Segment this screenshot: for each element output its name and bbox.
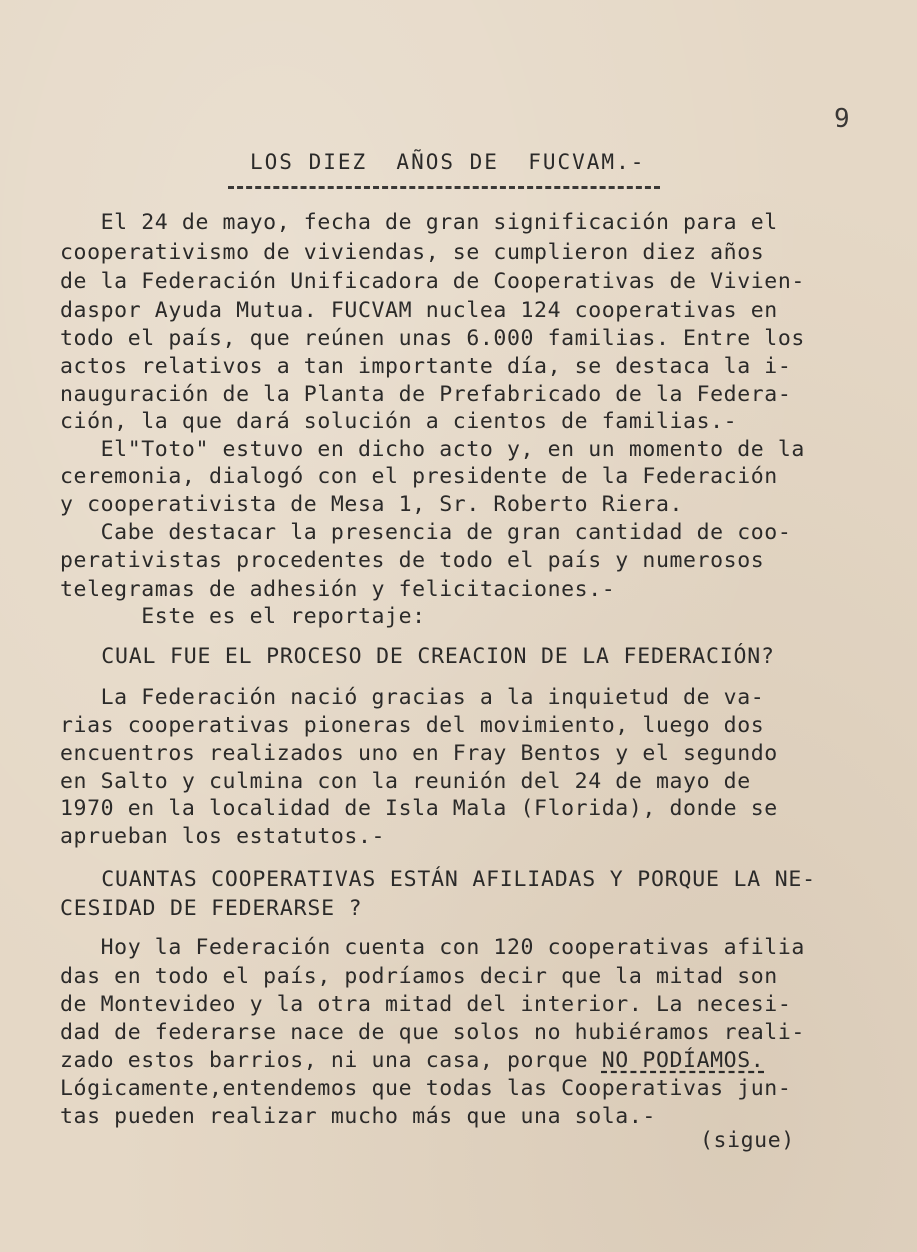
paragraph-line: telegramas de adhesión y felicitaciones.-	[60, 577, 616, 602]
paragraph-line: nauguración de la Planta de Prefabricado de la Federa-	[60, 382, 792, 407]
answer-line: Lógicamente,entendemos que todas las Cooperativas jun-	[60, 1076, 792, 1101]
paragraph-line: El 24 de mayo, fecha de gran significación para el	[60, 210, 778, 235]
paragraph-line: ción, la que dará solución a cientos de familias.-	[60, 409, 738, 434]
answer-line	[60, 1050, 764, 1072]
answer-line: rias cooperativas pioneras del movimiento, luego dos	[60, 713, 765, 738]
answer-line: 1970 en la localidad de Isla Mala (Florida), donde se	[60, 796, 778, 821]
interview-question: CUANTAS COOPERATIVAS ESTÁN AFILIADAS Y PORQUE LA NE-	[60, 867, 816, 892]
title-underline	[228, 186, 660, 189]
answer-line: en Salto y culmina con la reunión del 24 de mayo de	[60, 769, 751, 794]
paragraph-line: El"Toto" estuvo en dicho acto y, en un momento de la	[60, 437, 805, 462]
paragraph-line: cooperativismo de viviendas, se cumplieron diez años	[60, 240, 765, 265]
paragraph-line: daspor Ayuda Mutua. FUCVAM nuclea 124 cooperativas en	[60, 298, 778, 323]
paragraph-line: todo el país, que reúnen unas 6.000 familias. Entre los	[60, 326, 805, 351]
paragraph-line: de la Federación Unificadora de Cooperativas de Vivien-	[60, 269, 805, 294]
interview-question: CESIDAD DE FEDERARSE ?	[60, 896, 363, 921]
paragraph-line: ceremonia, dialogó con el presidente de la Federación	[60, 464, 778, 489]
paragraph-line: Este es el reportaje:	[60, 604, 426, 629]
answer-text: zado estos barrios, ni una casa, porque	[60, 1048, 602, 1073]
interview-question: CUAL FUE EL PROCESO DE CREACION DE LA FEDERACIÓN?	[60, 644, 775, 669]
article-title: LOS DIEZ AÑOS DE FUCVAM.-	[250, 150, 646, 174]
answer-line: aprueban los estatutos.-	[60, 824, 386, 849]
answer-line: de Montevideo y la otra mitad del interior. La necesi-	[60, 992, 792, 1017]
answer-line: encuentros realizados uno en Fray Bentos y el segundo	[60, 741, 778, 766]
paragraph-line: perativistas procedentes de todo el país y numerosos	[60, 548, 765, 573]
paragraph-line: y cooperativista de Mesa 1, Sr. Roberto Riera.	[60, 492, 684, 517]
continued-label: (sigue)	[700, 1128, 795, 1153]
emphasis-text: NO PODÍAMOS.	[601, 1048, 765, 1073]
answer-line: dad de federarse nace de que solos no hubiéramos reali-	[60, 1020, 805, 1045]
answer-line: La Federación nació gracias a la inquietud de va-	[60, 685, 765, 710]
page-number: 9	[834, 104, 850, 134]
paragraph-line: Cabe destacar la presencia de gran cantidad de coo-	[60, 520, 792, 545]
paragraph-line: actos relativos a tan importante día, se destaca la i-	[60, 354, 792, 379]
answer-line: Hoy la Federación cuenta con 120 cooperativas afilia	[60, 935, 805, 960]
answer-line: tas pueden realizar mucho más que una sola.-	[60, 1104, 656, 1129]
answer-line: das en todo el país, podríamos decir que la mitad son	[60, 964, 778, 989]
